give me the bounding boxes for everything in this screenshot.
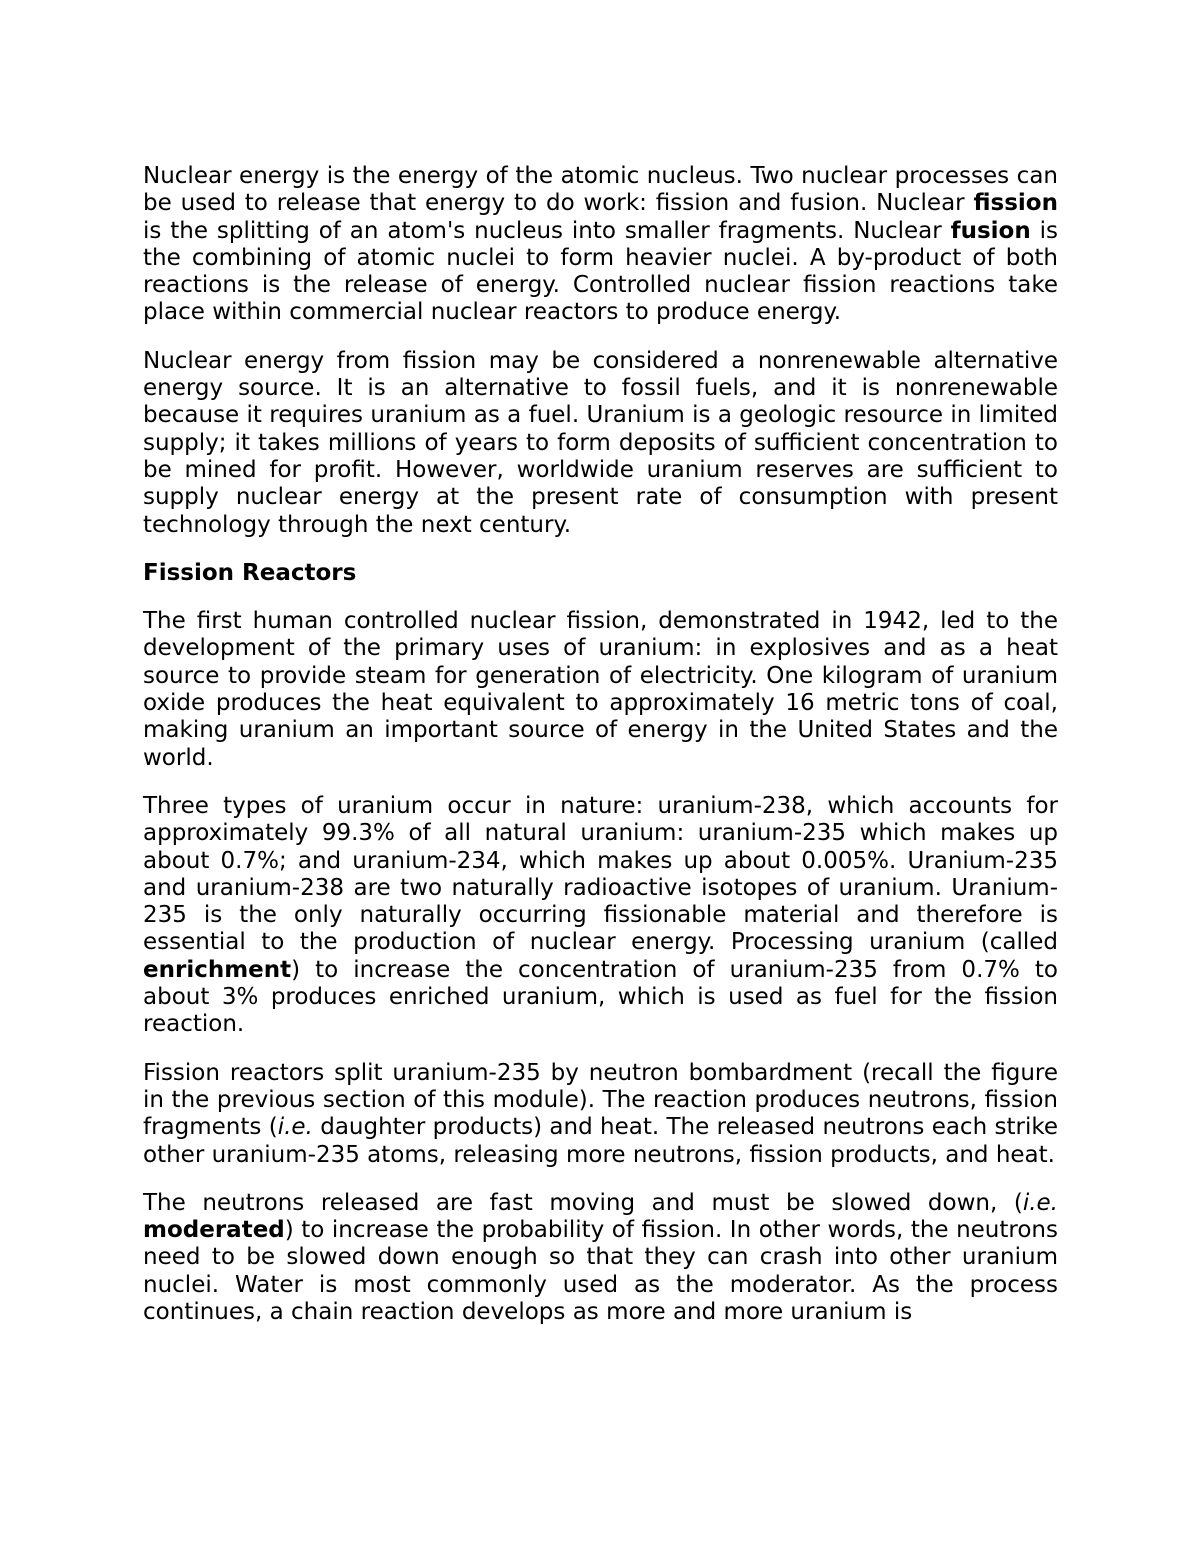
bold-term-fusion: fusion: [950, 217, 1031, 244]
paragraph-fission-reactors: [143, 1060, 1058, 1169]
text-span: ) to increase the concentration of uranium-235 from 0.7% to about 3% produces enriched uranium, which is used as fuel for the fission reaction.: [143, 956, 1058, 1038]
bold-term-enrichment: enrichment: [143, 956, 292, 983]
text-span: is the combining of atomic nuclei to form heavier nuclei. A by-product of both reactions is the release of energy. Controlled nuclear fission reactions take place within commercial nuclear reactors to produce energy.: [143, 217, 1058, 326]
text-span: Three types of uranium occur in nature: uranium-238, which accounts for approximately 99.3% of all natural uranium: uranium-235 which makes up about 0.7%; and uranium-234, which makes up about 0.005%. Uranium-235 and uranium-238 are two naturally radioactive isotopes of uranium. Uranium-235 is the only naturally occurring fissionable material and therefore is essential to the production of nuclear energy. Processing uranium (called: [143, 792, 1058, 956]
paragraph-uranium-types: [143, 793, 1058, 1039]
italic-ie: i.e.: [1022, 1189, 1058, 1216]
bold-term-moderated: moderated: [143, 1217, 285, 1244]
paragraph-nonrenewable: Nuclear energy from fission may be considered a nonrenewable alternative energy source. It is an alternative to fossil fuels, and it is nonrenewable because it requires uranium as a fuel. Uranium is a geologic resource in limited supply; it takes millions of years to form deposits of sufficient concentration to be mined for profit. However, worldwide uranium reserves are sufficient to supply nuclear energy at the present rate of consumption with present technology through the next century.: [143, 347, 1058, 538]
section-heading: Fission Reactors: [143, 559, 357, 586]
paragraph-intro: [143, 163, 1058, 327]
italic-ie: i.e.: [277, 1114, 313, 1141]
paragraph-first-fission: The first human controlled nuclear fission, demonstrated in 1942, led to the development of the primary uses of uranium: in explosives and as a heat source to provide steam for generation of electricity. One kilogram of uranium oxide produces the heat equivalent to approximately 16 metric tons of coal, making uranium an important source of energy in the United States and the world.: [143, 608, 1058, 771]
document-page: [143, 163, 1058, 1347]
text-span: is the splitting of an atom's nucleus into smaller fragments. Nuclear: [143, 217, 951, 244]
bold-term-fission: fission: [973, 190, 1058, 217]
text-span: Nuclear energy is the energy of the atomic nucleus. Two nuclear processes can be used to release that energy to do work: fission and fusion. Nuclear: [143, 163, 1058, 217]
text-span: ) to increase the probability of fission. In other words, the neutrons need to be slowed down enough so that they can crash into other uranium nuclei. Water is most commonly used as the moderator. As the process continues, a chain reaction develops as more and more uranium is: [143, 1217, 1058, 1325]
paragraph-moderation: [143, 1190, 1058, 1326]
text-span: The neutrons released are fast moving and must be slowed down, (: [143, 1189, 1023, 1216]
text-span: daughter products) and heat. The released neutrons each strike other uranium-235 atoms, releasing more neutrons, fission products, and heat.: [143, 1114, 1058, 1168]
text-span: Fission reactors split uranium-235 by neutron bombardment (recall the figure in the previous section of this module). The reaction produces neutrons, fission fragments (: [143, 1059, 1058, 1141]
